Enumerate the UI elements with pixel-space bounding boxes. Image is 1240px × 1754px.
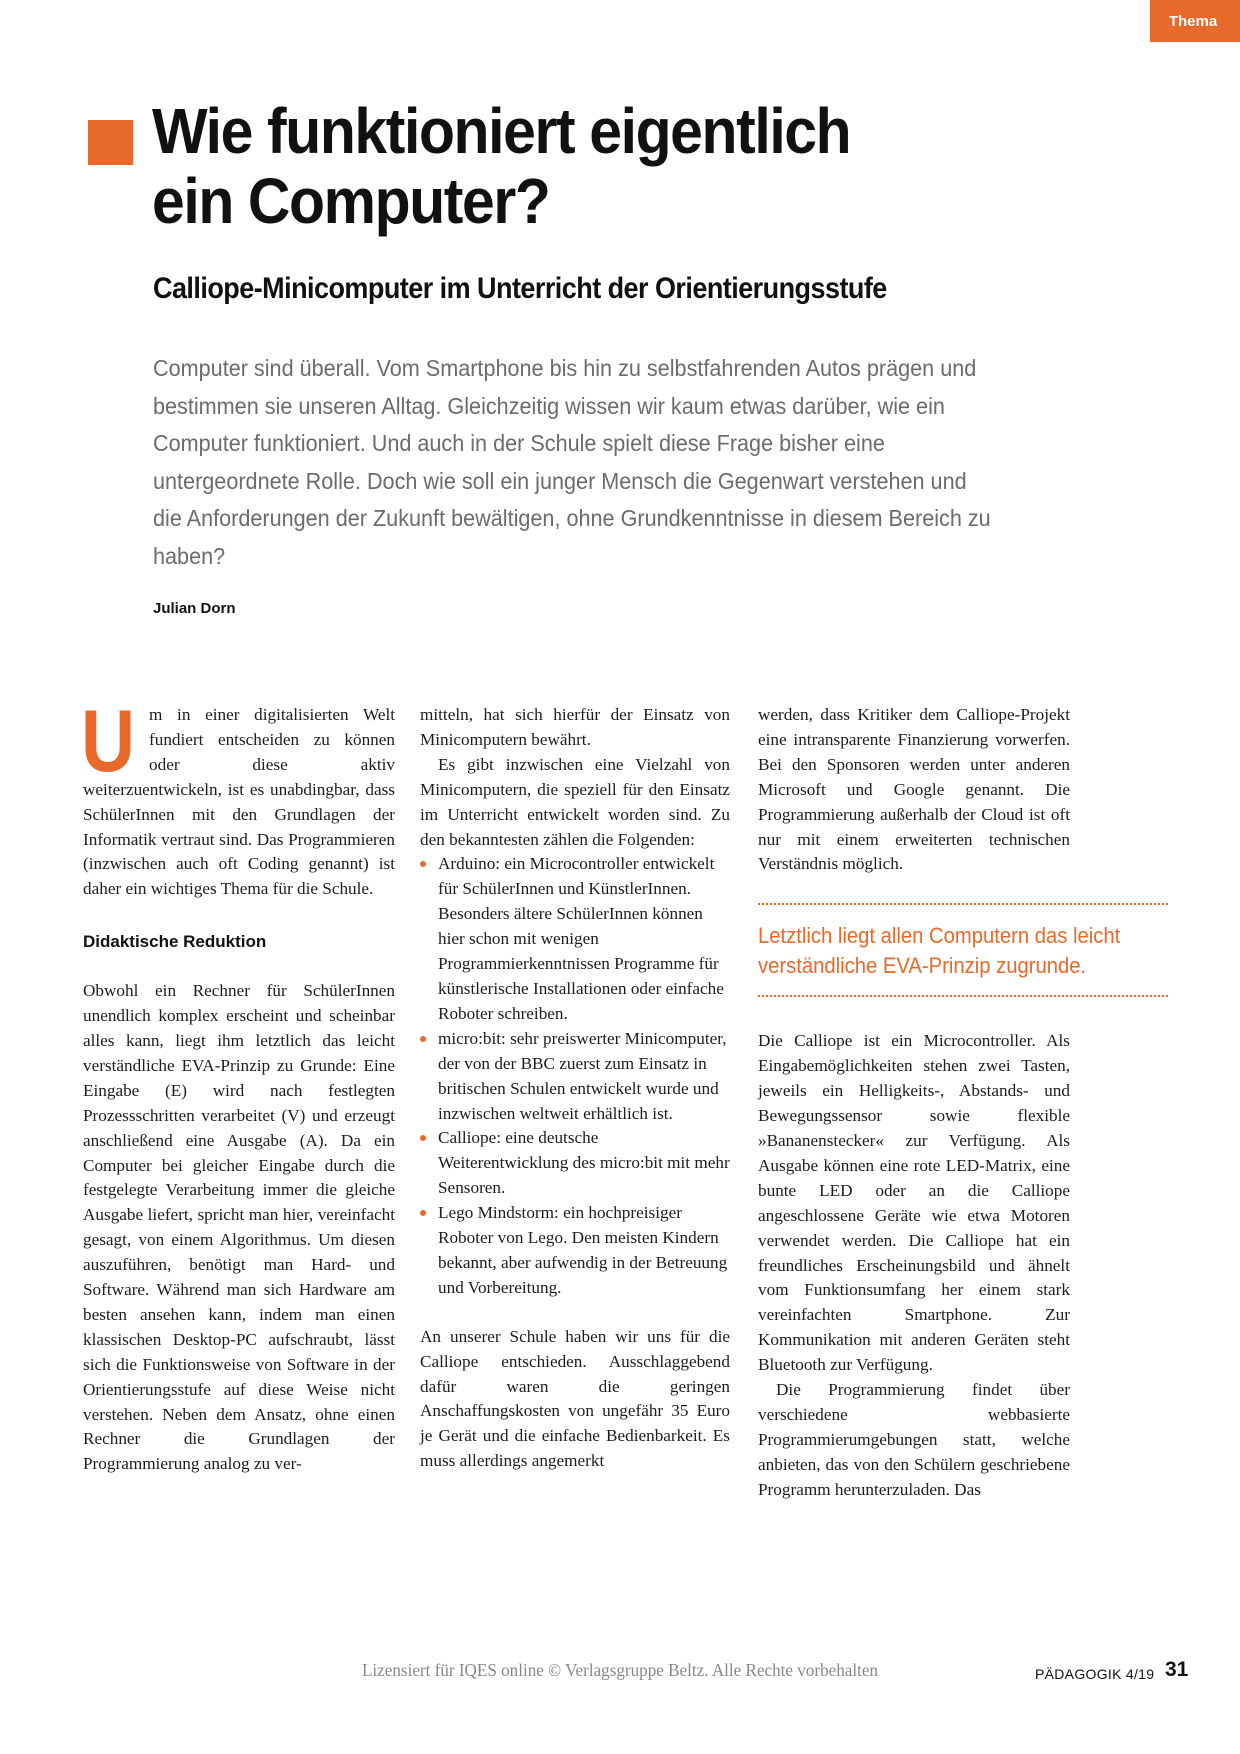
spacer [420, 1301, 730, 1325]
pull-quote [758, 903, 1168, 997]
body-paragraph: Es gibt inzwischen eine Vielzahl von Minicomputern, die speziell für den Einsatz im Unterricht entwickelt worden sind. Zu den bekanntesten zählen die Folgenden: [420, 754, 730, 849]
section-tab-label: Thema [1168, 12, 1218, 30]
section-tab [1150, 0, 1240, 42]
body-paragraph: Die Programmierung findet über verschiedene webbasierte Programmierumgebungen statt, welche anbieten, das von den Schülern geschriebene Programm herunterzuladen. Das [758, 1380, 1070, 1499]
lead-paragraph: Computer sind überall. Vom Smartphone bis hin zu selbstfahrenden Autos prägen und bestimmen sie unseren Alltag. Gleichzeitig wissen wir kaum etwas darüber, wie ein Computer funktioniert. Und auch in der Schule spielt diese Frage bisher eine untergeordnete Rolle. Doch wie soll ein junger Mensch die Gegenwart verstehen und die Anforderungen der Zukunft bewältigen, ohne Grundkenntnisse in diesem Bereich zu haben? [153, 355, 991, 569]
column-2 [420, 703, 730, 1474]
title-line-1: Wie funktioniert eigentlich [152, 95, 851, 167]
title-marker-square [88, 120, 133, 165]
article-title [152, 96, 1072, 236]
author-name: Julian Dorn [153, 600, 236, 617]
column-1 [81, 691, 395, 1477]
continuation-paragraph: mitteln, hat sich hierfür der Einsatz von Minicomputern bewährt. [420, 705, 730, 749]
section-heading-didaktische-reduktion: Didaktische Reduktion [83, 932, 267, 952]
title-line-2: ein Computer? [152, 165, 550, 237]
list-item [420, 852, 730, 1026]
pull-quote-text: Letztlich liegt allen Computern das leicht verständliche EVA-Prinzip zugrunde. [758, 923, 1121, 979]
minicomputer-list [420, 852, 730, 1300]
license-notice: Lizensiert für IQES online © Verlagsgruppe Beltz. Alle Rechte vorbehalten [361, 1660, 879, 1680]
bullet-dot-icon [420, 861, 426, 867]
bullet-dot-icon [420, 1135, 426, 1141]
list-item [420, 1201, 730, 1301]
article-subtitle: Calliope-Minicomputer im Unterricht der Orientierungsstufe [153, 272, 887, 305]
list-item [420, 1027, 730, 1127]
list-item [420, 1126, 730, 1201]
list-item-text: Arduino: ein Microcontroller entwickelt für SchülerInnen und KünstlerInnen. Besonders ältere SchülerInnen können hier schon mit wenigen Programmierkenntnissen Programme für künstlerische Installationen oder einfache Roboter schreiben. [438, 854, 724, 1023]
intro-text: m in einer digitalisierten Welt fundiert entscheiden zu können oder diese aktiv weiterzuentwickeln, ist es unabdingbar, dass SchülerInnen mit den Grundlagen der Informatik vertraut sind. Das Programmieren (inzwischen auch oft Coding genannt) ist daher ein wichtiges Thema für die Schule. [83, 705, 395, 899]
bullet-dot-icon [420, 1036, 426, 1042]
body-paragraph: Obwohl ein Rechner für SchülerInnen unendlich komplex erscheint und scheinbar alles kann, liegt ihm letztlich das leicht verständliche EVA-Prinzip zu Grunde: Eine Eingabe (E) wird nach festlegten Prozessschritten verarbeitet (V) und erzeugt anschließend eine Ausgabe (A). Da ein Computer bei gleicher Eingabe durch die festgelegte Verarbeitung immer die gleiche Ausgabe liefert, spricht man hier, vereinfacht gesagt, von einem Algorithmus. Um diesen auszuführen, benötigt man Hard- und Software. Während man sich Hardware am besten ansehen kann, indem man einen klassischen Desktop-PC aufschraubt, lässt sich die Funktionsweise von Software in der Orientierungsstufe auf diese Weise nicht verstehen. Neben dem Ansatz, ohne einen Rechner die Grundlagen der Programmierung analog zu ver- [83, 981, 395, 1474]
body-paragraph: An unserer Schule haben wir uns für die Calliope entschieden. Ausschlaggebend dafür waren die geringen Anschaffungskosten von ungefähr 35 Euro je Gerät und die einfache Bedienbarkeit. Es muss allerdings angemerkt [420, 1326, 730, 1471]
page-number: 31 [1165, 1658, 1189, 1681]
magazine-issue: PÄDAGOGIK 4/19 [1035, 1666, 1155, 1682]
bullet-dot-icon [420, 1210, 426, 1216]
dropcap-letter: U [81, 691, 136, 790]
body-paragraph: Die Calliope ist ein Microcontroller. Als Eingabemöglichkeiten stehen zwei Tasten, jeweils ein Helligkeits-, Abstands- und Bewegungssensor sowie flexible »Bananenstecker« zur Verfügung. Als Ausgabe können eine rote LED-Matrix, eine bunte LED oder an die Calliope angeschlossene Geräte wie etwa Motoren verwendet werden. Die Calliope hat ein freundliches Erscheinungsbild und ähnelt vom Funktionsumfang her einem stark vereinfachten Smartphone. Zur Kommunikation mit anderen Geräten steht Bluetooth zur Verfügung. [758, 1031, 1070, 1375]
list-item-text: Calliope: eine deutsche Weiterentwicklung des micro:bit mit mehr Sensoren. [438, 1128, 730, 1198]
continuation-paragraph: werden, dass Kritiker dem Calliope-Projekt eine intransparente Finanzierung vorwerfen. Bei den Sponsoren werden unter anderen Microsoft und Google genannt. Die Programmierung außerhalb der Cloud ist oft nur mit einem erweiterten technischen Verständnis möglich. [758, 705, 1070, 874]
list-item-text: micro:bit: sehr preiswerter Minicomputer, der von der BBC zuerst zum Einsatz in britischen Schulen entwickelt wurde und inzwischen weltweit erhältlich ist. [438, 1028, 727, 1123]
column-3 [758, 703, 1121, 1503]
intro-paragraph [81, 691, 395, 902]
list-item-text: Lego Mindstorm: ein hochpreisiger Roboter von Lego. Den meisten Kindern bekannt, aber aufwendig in der Betreuung und Vorbereitung. [438, 1203, 728, 1297]
